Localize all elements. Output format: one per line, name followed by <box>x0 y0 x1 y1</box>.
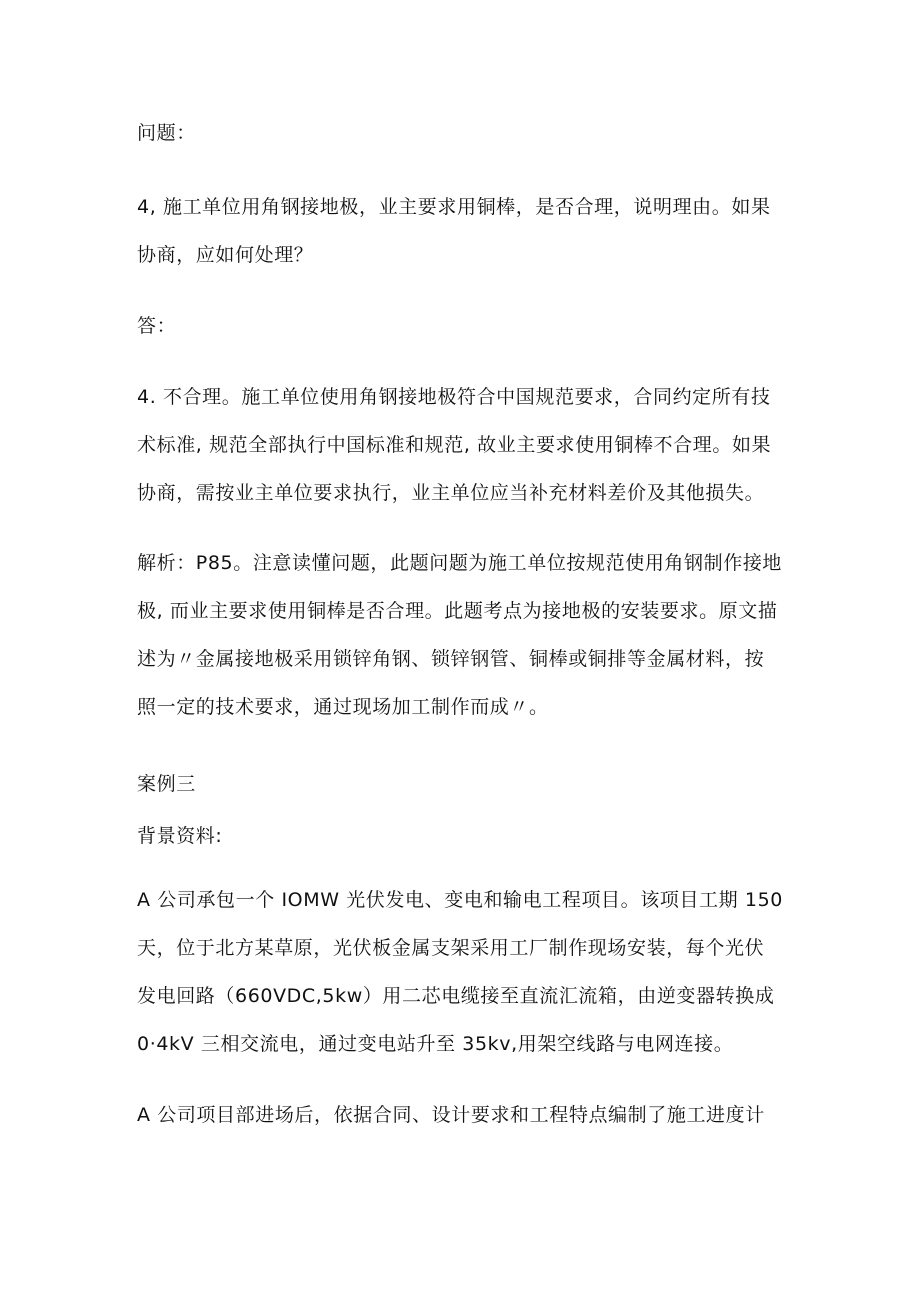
analysis-line-2: 极, 而业主要求使用铜棒是否合理。此题考点为接地极的安装要求。原文描 <box>137 600 778 622</box>
background-para1-line-1: A 公司承包一个 IOMW 光伏发电、变电和输电工程项目。该项目工期 150 <box>137 889 783 911</box>
answer-line-3: 协商，需按业主单位要求执行，业主单位应当补充材料差价及其他损失。 <box>137 482 765 504</box>
background-para2-line-1: A 公司项目部进场后，依据合同、设计要求和工程特点编制了施工进度计 <box>137 1104 765 1126</box>
case-title: 案例三 <box>137 773 196 795</box>
answer-line-1: 4. 不合理。施工单位使用角钢接地极符合中国规范要求，合同约定所有技 <box>137 386 771 408</box>
background-para1-line-4: 0·4kV 三相交流电，通过变电站升至 35kv,用架空线路与电网连接。 <box>137 1033 734 1055</box>
background-para1-line-2: 天，位于北方某草原，光伏板金属支架采用工厂制作现场安装，每个光伏 <box>137 937 765 959</box>
analysis-line-3: 述为〃金属接地极采用锁锌角钢、锁锌钢管、铜棒或铜排等金属材料，按 <box>137 648 765 670</box>
analysis-line-1: 解析：P85。注意读懂问题，此题问题为施工单位按规范使用角钢制作接地 <box>137 552 783 574</box>
answer-line-2: 术标准, 规范全部执行中国标准和规范, 故业主要求使用铜棒不合理。如果 <box>137 434 772 456</box>
question-line-2: 协商，应如何处理？ <box>137 244 314 266</box>
question-label: 问题： <box>137 122 196 144</box>
analysis-line-4: 照一定的技术要求，通过现场加工制作而成〃。 <box>137 696 549 718</box>
background-label: 背景资料: <box>137 825 223 847</box>
answer-label: 答： <box>137 315 177 337</box>
background-para1-line-3: 发电回路（660VDC,5kw）用二芯电缆接至直流汇流箱，由逆变器转换成 <box>137 985 775 1007</box>
question-line-1: 4, 施工单位用角钢接地极，业主要求用铜棒，是否合理，说明理由。如果 <box>137 196 771 218</box>
